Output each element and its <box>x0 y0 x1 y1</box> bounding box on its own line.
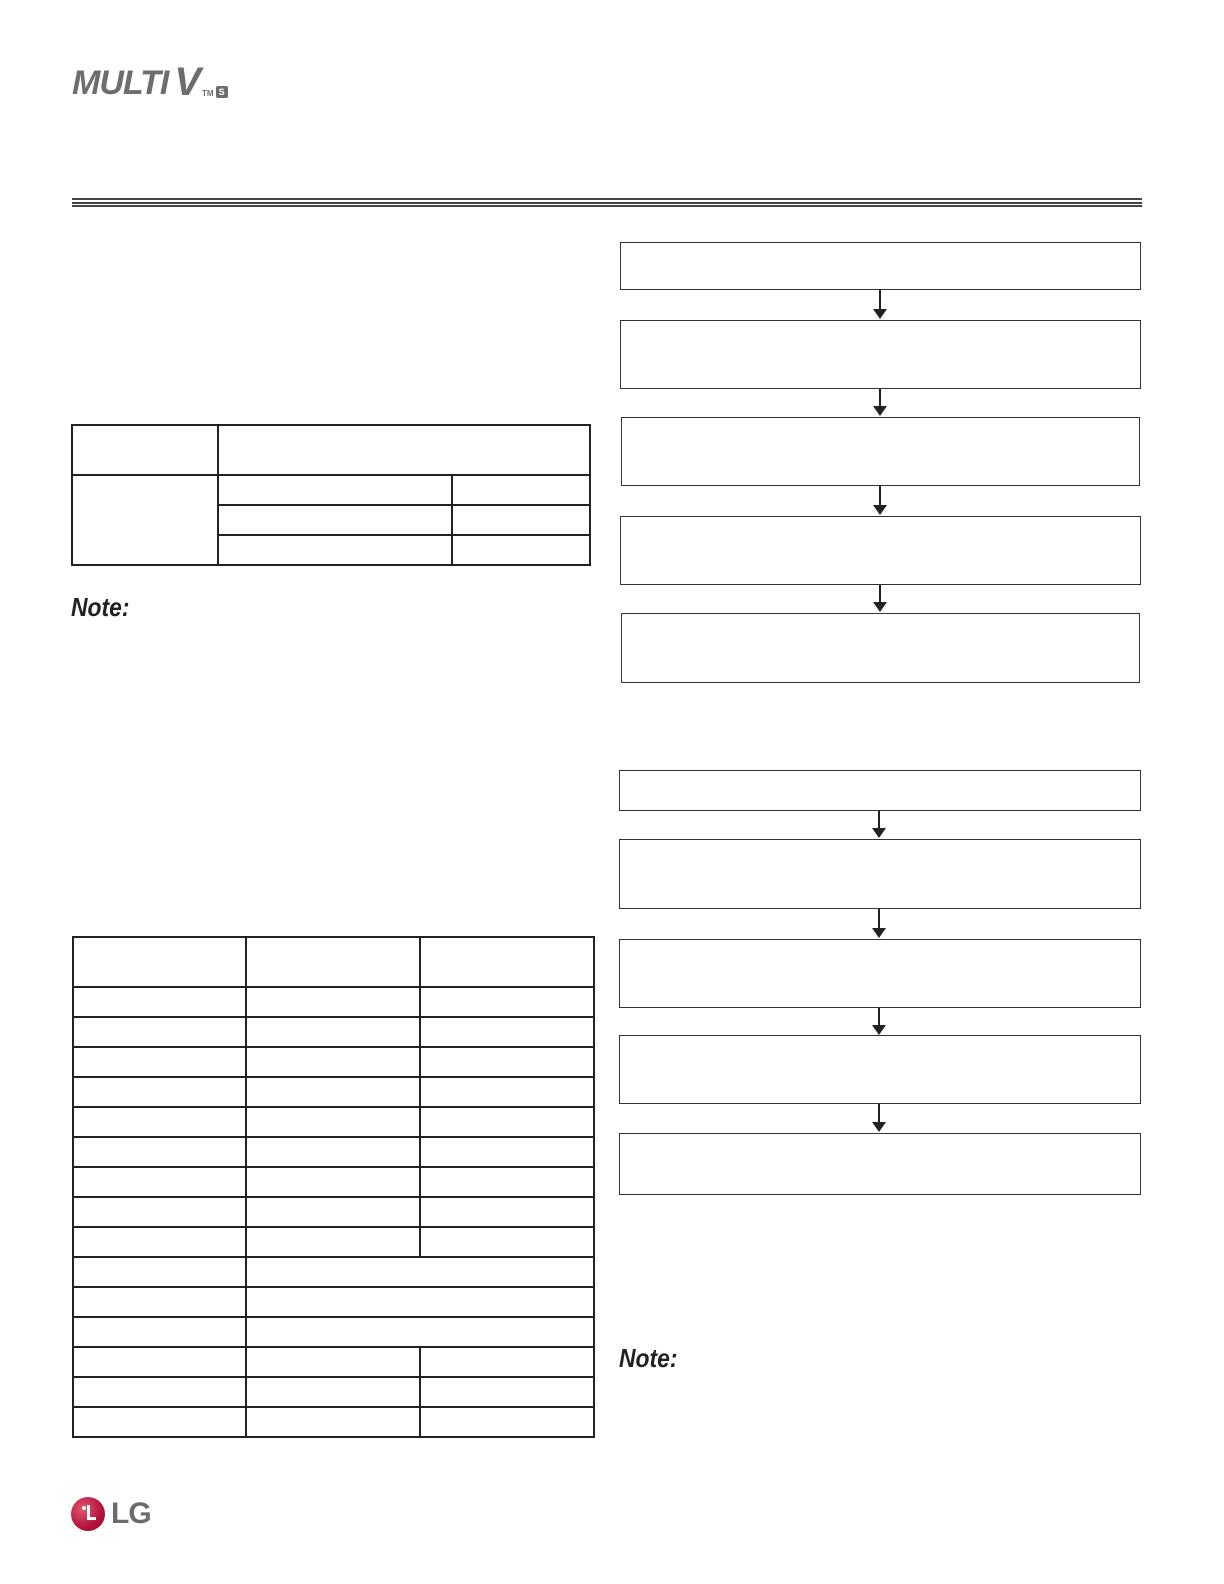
header-rule <box>72 198 1142 207</box>
table-cell <box>420 1137 594 1167</box>
table-row <box>73 1377 594 1407</box>
flow-arrow-icon <box>873 389 887 416</box>
table-cell <box>420 1347 594 1377</box>
table-row <box>73 1137 594 1167</box>
flowchart-2-step-2 <box>619 839 1141 909</box>
note-left: Note: <box>71 592 130 622</box>
table-row <box>73 1077 594 1107</box>
table-2 <box>72 936 595 1438</box>
table-cell <box>73 1077 246 1107</box>
flowchart-2-step-3 <box>619 939 1141 1008</box>
note-right: Note: <box>619 1343 678 1373</box>
table-cell <box>73 1377 246 1407</box>
table-cell <box>246 1287 594 1317</box>
table-cell <box>246 1377 419 1407</box>
table-cell <box>420 1167 594 1197</box>
table-row <box>72 475 590 505</box>
table-cell <box>246 987 419 1017</box>
table-cell <box>73 1137 246 1167</box>
table-cell <box>246 937 419 987</box>
table-cell <box>73 1167 246 1197</box>
table-cell <box>246 1047 419 1077</box>
flow-arrow-icon <box>872 811 886 838</box>
table-cell <box>73 1347 246 1377</box>
table-1 <box>71 424 591 566</box>
table-cell <box>420 1047 594 1077</box>
table-cell <box>73 987 246 1017</box>
table-row <box>73 987 594 1017</box>
brand-s-badge: S <box>216 86 228 98</box>
table-cell <box>73 1017 246 1047</box>
flowchart-1-step-2 <box>620 320 1141 389</box>
table-cell <box>73 1287 246 1317</box>
flowchart-1-step-1 <box>620 242 1141 290</box>
table-cell <box>73 1257 246 1287</box>
flowchart-1-step-5 <box>621 613 1140 683</box>
table-row <box>73 1017 594 1047</box>
table-cell <box>420 987 594 1017</box>
table-cell <box>246 1257 594 1287</box>
table-cell <box>420 1107 594 1137</box>
table-row <box>73 1107 594 1137</box>
table-cell <box>420 1197 594 1227</box>
flow-arrow-icon <box>873 290 887 319</box>
table-cell <box>420 1077 594 1107</box>
table-cell <box>246 1317 594 1347</box>
table-row <box>73 1167 594 1197</box>
table-cell <box>246 1137 419 1167</box>
flow-arrow-icon <box>873 585 887 612</box>
table-cell <box>73 1407 246 1437</box>
table-cell <box>420 1407 594 1437</box>
table-cell <box>246 1347 419 1377</box>
flow-arrow-icon <box>873 486 887 515</box>
table-cell <box>420 1227 594 1257</box>
table-cell <box>73 1227 246 1257</box>
flowchart-1-step-4 <box>620 516 1141 585</box>
brand-v: V <box>174 60 202 104</box>
table-cell <box>73 937 246 987</box>
brand-tm: TM <box>202 89 214 98</box>
flow-arrow-icon <box>872 1104 886 1132</box>
table-cell <box>246 1407 419 1437</box>
table-cell <box>246 1077 419 1107</box>
table-cell <box>246 1197 419 1227</box>
table-cell <box>73 1197 246 1227</box>
flowchart-1-step-3 <box>621 417 1140 486</box>
table-cell <box>218 425 590 475</box>
table-cell <box>218 505 451 535</box>
flow-arrow-icon <box>872 1008 886 1035</box>
table-cell <box>218 535 451 565</box>
table-row <box>73 1047 594 1077</box>
table-cell <box>73 1107 246 1137</box>
table-cell <box>246 1017 419 1047</box>
table-row <box>73 1287 594 1317</box>
table-row <box>73 1197 594 1227</box>
brand-name: MULTI <box>72 64 169 102</box>
table-cell <box>218 475 451 505</box>
table-cell <box>246 1227 419 1257</box>
table-cell <box>73 1317 246 1347</box>
flowchart-2-step-1 <box>619 770 1141 811</box>
table-row <box>73 1227 594 1257</box>
table-row <box>73 1257 594 1287</box>
table-cell <box>420 937 594 987</box>
table-cell <box>452 535 590 565</box>
flow-arrow-icon <box>872 909 886 938</box>
multi-v-s-logo <box>72 60 228 104</box>
table-row <box>73 937 594 987</box>
table-cell <box>72 475 218 565</box>
flowchart-2-step-4 <box>619 1035 1141 1104</box>
table-cell <box>420 1017 594 1047</box>
table-cell <box>420 1377 594 1407</box>
table-row <box>73 1407 594 1437</box>
table-cell <box>73 1047 246 1077</box>
table-row <box>73 1347 594 1377</box>
table-row <box>72 425 590 475</box>
lg-logo <box>71 1497 151 1531</box>
table-cell <box>246 1167 419 1197</box>
table-row <box>73 1317 594 1347</box>
table-cell <box>246 1107 419 1137</box>
flowchart-2-step-5 <box>619 1133 1141 1195</box>
lg-circle-icon <box>71 1497 105 1531</box>
table-cell <box>452 505 590 535</box>
table-cell <box>452 475 590 505</box>
lg-logo-text: LG <box>111 1497 151 1530</box>
table-cell <box>72 425 218 475</box>
